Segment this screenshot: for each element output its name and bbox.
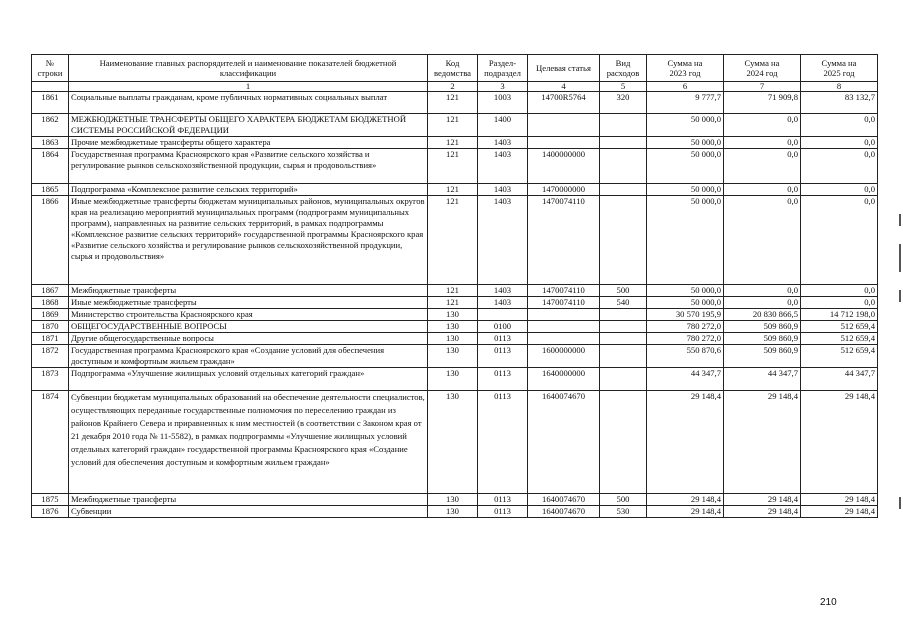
col-header-vr: Вид расходов xyxy=(600,55,647,82)
row-vr: 530 xyxy=(600,506,647,518)
row-sum-2025: 44 347,7 xyxy=(801,368,878,391)
row-ved: 121 xyxy=(428,137,478,149)
row-cs xyxy=(528,321,600,333)
col-number: 6 xyxy=(647,82,724,92)
table-row xyxy=(32,285,878,297)
row-name: ОБЩЕГОСУДАРСТВЕННЫЕ ВОПРОСЫ xyxy=(69,321,428,333)
row-sum-2023: 50 000,0 xyxy=(647,137,724,149)
row-number: 1864 xyxy=(32,149,69,184)
row-ved: 130 xyxy=(428,506,478,518)
row-ved: 121 xyxy=(428,196,478,285)
row-cs: 1470074110 xyxy=(528,196,600,285)
row-sum-2023: 780 272,0 xyxy=(647,333,724,345)
row-ved: 130 xyxy=(428,309,478,321)
col-header-cs: Целевая статья xyxy=(528,55,600,82)
row-sum-2024: 29 148,4 xyxy=(724,494,801,506)
row-cs: 1470074110 xyxy=(528,297,600,309)
row-number: 1862 xyxy=(32,114,69,137)
row-number: 1870 xyxy=(32,321,69,333)
page-number: 210 xyxy=(820,597,837,608)
row-cs: 1470000000 xyxy=(528,184,600,196)
row-name: Подпрограмма «Улучшение жилищных условий отдельных категорий граждан» xyxy=(69,368,428,391)
col-header-razd: Раздел- подраздел xyxy=(478,55,528,82)
row-ved: 121 xyxy=(428,92,478,114)
row-name: Межбюджетные трансферты xyxy=(69,494,428,506)
row-sum-2025: 512 659,4 xyxy=(801,345,878,368)
table-row xyxy=(32,368,878,391)
row-razd: 0113 xyxy=(478,345,528,368)
table-row xyxy=(32,297,878,309)
col-header-sum-2024: Сумма на 2024 год xyxy=(724,55,801,82)
row-vr xyxy=(600,137,647,149)
row-razd: 1403 xyxy=(478,149,528,184)
row-ved: 130 xyxy=(428,494,478,506)
row-cs: 1640074670 xyxy=(528,506,600,518)
row-ved: 121 xyxy=(428,297,478,309)
row-sum-2023: 50 000,0 xyxy=(647,196,724,285)
scan-edge-mark xyxy=(899,214,901,226)
row-sum-2023: 9 777,7 xyxy=(647,92,724,114)
row-number: 1869 xyxy=(32,309,69,321)
table-row xyxy=(32,184,878,196)
row-name: Другие общегосударственные вопросы xyxy=(69,333,428,345)
row-sum-2023: 50 000,0 xyxy=(647,297,724,309)
row-cs: 14700R5764 xyxy=(528,92,600,114)
row-razd: 1403 xyxy=(478,184,528,196)
table-row xyxy=(32,321,878,333)
row-number: 1871 xyxy=(32,333,69,345)
row-name: МЕЖБЮДЖЕТНЫЕ ТРАНСФЕРТЫ ОБЩЕГО ХАРАКТЕРА БЮДЖЕТАМ БЮДЖЕТНОЙ СИСТЕМЫ РОССИЙСКОЙ ФЕДЕРАЦИИ xyxy=(69,114,428,137)
row-vr xyxy=(600,321,647,333)
row-ved: 130 xyxy=(428,391,478,494)
row-number: 1861 xyxy=(32,92,69,114)
table-row xyxy=(32,345,878,368)
row-sum-2024: 71 909,8 xyxy=(724,92,801,114)
row-sum-2024: 0,0 xyxy=(724,196,801,285)
row-sum-2024: 44 347,7 xyxy=(724,368,801,391)
row-sum-2025: 29 148,4 xyxy=(801,391,878,494)
table-row xyxy=(32,196,878,285)
row-vr xyxy=(600,184,647,196)
row-razd: 1003 xyxy=(478,92,528,114)
row-sum-2023: 29 148,4 xyxy=(647,506,724,518)
row-sum-2025: 0,0 xyxy=(801,149,878,184)
row-razd: 1403 xyxy=(478,137,528,149)
row-name: Министерство строительства Красноярского края xyxy=(69,309,428,321)
row-sum-2024: 509 860,9 xyxy=(724,321,801,333)
row-name: Подпрограмма «Комплексное развитие сельских территорий» xyxy=(69,184,428,196)
col-header-row-no: № строки xyxy=(32,55,69,82)
row-sum-2023: 50 000,0 xyxy=(647,114,724,137)
row-sum-2023: 30 570 195,9 xyxy=(647,309,724,321)
col-number: 4 xyxy=(528,82,600,92)
row-cs: 1400000000 xyxy=(528,149,600,184)
row-sum-2023: 50 000,0 xyxy=(647,184,724,196)
row-sum-2023: 29 148,4 xyxy=(647,494,724,506)
row-razd: 1400 xyxy=(478,114,528,137)
row-vr xyxy=(600,149,647,184)
table-row xyxy=(32,137,878,149)
row-number: 1872 xyxy=(32,345,69,368)
table-row xyxy=(32,149,878,184)
row-sum-2023: 550 870,6 xyxy=(647,345,724,368)
budget-table-container xyxy=(31,54,878,518)
row-sum-2023: 780 272,0 xyxy=(647,321,724,333)
row-vr: 500 xyxy=(600,494,647,506)
scan-edge-mark xyxy=(899,497,901,509)
row-sum-2023: 50 000,0 xyxy=(647,285,724,297)
header-row xyxy=(32,55,878,82)
row-sum-2024: 0,0 xyxy=(724,285,801,297)
row-sum-2025: 29 148,4 xyxy=(801,506,878,518)
col-number xyxy=(32,82,69,92)
row-vr xyxy=(600,196,647,285)
row-sum-2024: 0,0 xyxy=(724,114,801,137)
row-sum-2025: 0,0 xyxy=(801,184,878,196)
table-row xyxy=(32,333,878,345)
col-header-sum-2023: Сумма на 2023 год xyxy=(647,55,724,82)
row-cs: 1600000000 xyxy=(528,345,600,368)
row-razd: 0113 xyxy=(478,333,528,345)
row-razd: 0113 xyxy=(478,368,528,391)
row-sum-2025: 29 148,4 xyxy=(801,494,878,506)
row-vr xyxy=(600,309,647,321)
row-sum-2025: 512 659,4 xyxy=(801,333,878,345)
row-ved: 121 xyxy=(428,149,478,184)
row-vr: 540 xyxy=(600,297,647,309)
row-sum-2024: 20 830 866,5 xyxy=(724,309,801,321)
row-cs: 1640074670 xyxy=(528,494,600,506)
row-name: Государственная программа Красноярского края «Создание условий для обеспечения доступным и комфортным жильем граждан» xyxy=(69,345,428,368)
col-number: 8 xyxy=(801,82,878,92)
row-sum-2025: 0,0 xyxy=(801,297,878,309)
row-ved: 130 xyxy=(428,333,478,345)
row-name: Межбюджетные трансферты xyxy=(69,285,428,297)
row-razd xyxy=(478,309,528,321)
row-name: Социальные выплаты гражданам, кроме публичных нормативных социальных выплат xyxy=(69,92,428,114)
row-razd: 0100 xyxy=(478,321,528,333)
row-number: 1866 xyxy=(32,196,69,285)
row-cs: 1640000000 xyxy=(528,368,600,391)
row-cs xyxy=(528,114,600,137)
row-vr xyxy=(600,368,647,391)
scan-edge-mark xyxy=(899,244,901,272)
row-razd: 0113 xyxy=(478,391,528,494)
row-number: 1863 xyxy=(32,137,69,149)
row-name: Прочие межбюджетные трансферты общего характера xyxy=(69,137,428,149)
row-cs: 1470074110 xyxy=(528,285,600,297)
row-sum-2025: 14 712 198,0 xyxy=(801,309,878,321)
row-ved: 130 xyxy=(428,368,478,391)
col-number: 2 xyxy=(428,82,478,92)
budget-table xyxy=(31,54,878,518)
row-sum-2025: 0,0 xyxy=(801,137,878,149)
row-name: Субвенции бюджетам муниципальных образований на обеспечение деятельности специалистов, осуществляющих переданные государственные полномочия по переселению граждан из районов Крайнего Севера и приравненных к ним местностей (в соответствии с Законом края от 21 декабря 2010 года № 11-5582), в рамках подпрограммы «Улучшение жилищных условий отдельных категорий граждан» государственной программы Красноярского края «Создание условий для обеспечения доступным и комфортным жильем граждан» xyxy=(69,391,428,494)
row-number: 1873 xyxy=(32,368,69,391)
row-number: 1874 xyxy=(32,391,69,494)
row-vr xyxy=(600,391,647,494)
table-row xyxy=(32,391,878,494)
col-header-name: Наименование главных распорядителей и наименование показателей бюджетной классификации xyxy=(69,55,428,82)
col-number: 3 xyxy=(478,82,528,92)
table-body xyxy=(32,92,878,518)
row-vr: 500 xyxy=(600,285,647,297)
row-razd: 1403 xyxy=(478,285,528,297)
row-name: Государственная программа Красноярского края «Развитие сельского хозяйства и регулирование рынков сельскохозяйственной продукции, сырья и продовольствия» xyxy=(69,149,428,184)
row-cs xyxy=(528,309,600,321)
col-header-ved: Код ведомства xyxy=(428,55,478,82)
row-sum-2025: 83 132,7 xyxy=(801,92,878,114)
row-sum-2024: 0,0 xyxy=(724,137,801,149)
table-row xyxy=(32,114,878,137)
row-ved: 121 xyxy=(428,184,478,196)
row-sum-2025: 0,0 xyxy=(801,285,878,297)
row-cs xyxy=(528,137,600,149)
row-sum-2025: 512 659,4 xyxy=(801,321,878,333)
row-sum-2024: 0,0 xyxy=(724,149,801,184)
row-cs: 1640074670 xyxy=(528,391,600,494)
col-number: 1 xyxy=(69,82,428,92)
column-number-row xyxy=(32,82,878,92)
row-number: 1875 xyxy=(32,494,69,506)
row-sum-2024: 0,0 xyxy=(724,184,801,196)
row-name: Иные межбюджетные трансферты xyxy=(69,297,428,309)
row-vr xyxy=(600,333,647,345)
row-sum-2024: 509 860,9 xyxy=(724,345,801,368)
row-sum-2024: 29 148,4 xyxy=(724,391,801,494)
row-vr: 320 xyxy=(600,92,647,114)
row-ved: 130 xyxy=(428,345,478,368)
row-ved: 121 xyxy=(428,285,478,297)
table-row xyxy=(32,92,878,114)
table-row xyxy=(32,309,878,321)
row-razd: 1403 xyxy=(478,196,528,285)
col-number: 7 xyxy=(724,82,801,92)
row-sum-2023: 44 347,7 xyxy=(647,368,724,391)
row-vr xyxy=(600,114,647,137)
table-row xyxy=(32,506,878,518)
row-sum-2024: 29 148,4 xyxy=(724,506,801,518)
row-name: Иные межбюджетные трансферты бюджетам муниципальных районов, муниципальных округов края на реализацию мероприятий муниципальных программ (подпрограмм муниципальных программ), направленных на развитие сельских территорий, в рамках подпрограммы «Комплексное развитие сельских территорий» государственной программы Красноярского края «Развитие сельского хозяйства и регулирование рынков сельскохозяйственной продукции, сырья и продовольствия» xyxy=(69,196,428,285)
row-cs xyxy=(528,333,600,345)
row-sum-2025: 0,0 xyxy=(801,114,878,137)
row-number: 1865 xyxy=(32,184,69,196)
scan-edge-mark xyxy=(899,290,901,302)
row-razd: 1403 xyxy=(478,297,528,309)
row-vr xyxy=(600,345,647,368)
row-sum-2023: 50 000,0 xyxy=(647,149,724,184)
table-row xyxy=(32,494,878,506)
row-razd: 0113 xyxy=(478,506,528,518)
col-number: 5 xyxy=(600,82,647,92)
row-sum-2025: 0,0 xyxy=(801,196,878,285)
row-razd: 0113 xyxy=(478,494,528,506)
row-sum-2023: 29 148,4 xyxy=(647,391,724,494)
row-ved: 121 xyxy=(428,114,478,137)
row-ved: 130 xyxy=(428,321,478,333)
row-number: 1868 xyxy=(32,297,69,309)
row-sum-2024: 0,0 xyxy=(724,297,801,309)
col-header-sum-2025: Сумма на 2025 год xyxy=(801,55,878,82)
row-number: 1867 xyxy=(32,285,69,297)
row-number: 1876 xyxy=(32,506,69,518)
row-sum-2024: 509 860,9 xyxy=(724,333,801,345)
row-name: Субвенции xyxy=(69,506,428,518)
